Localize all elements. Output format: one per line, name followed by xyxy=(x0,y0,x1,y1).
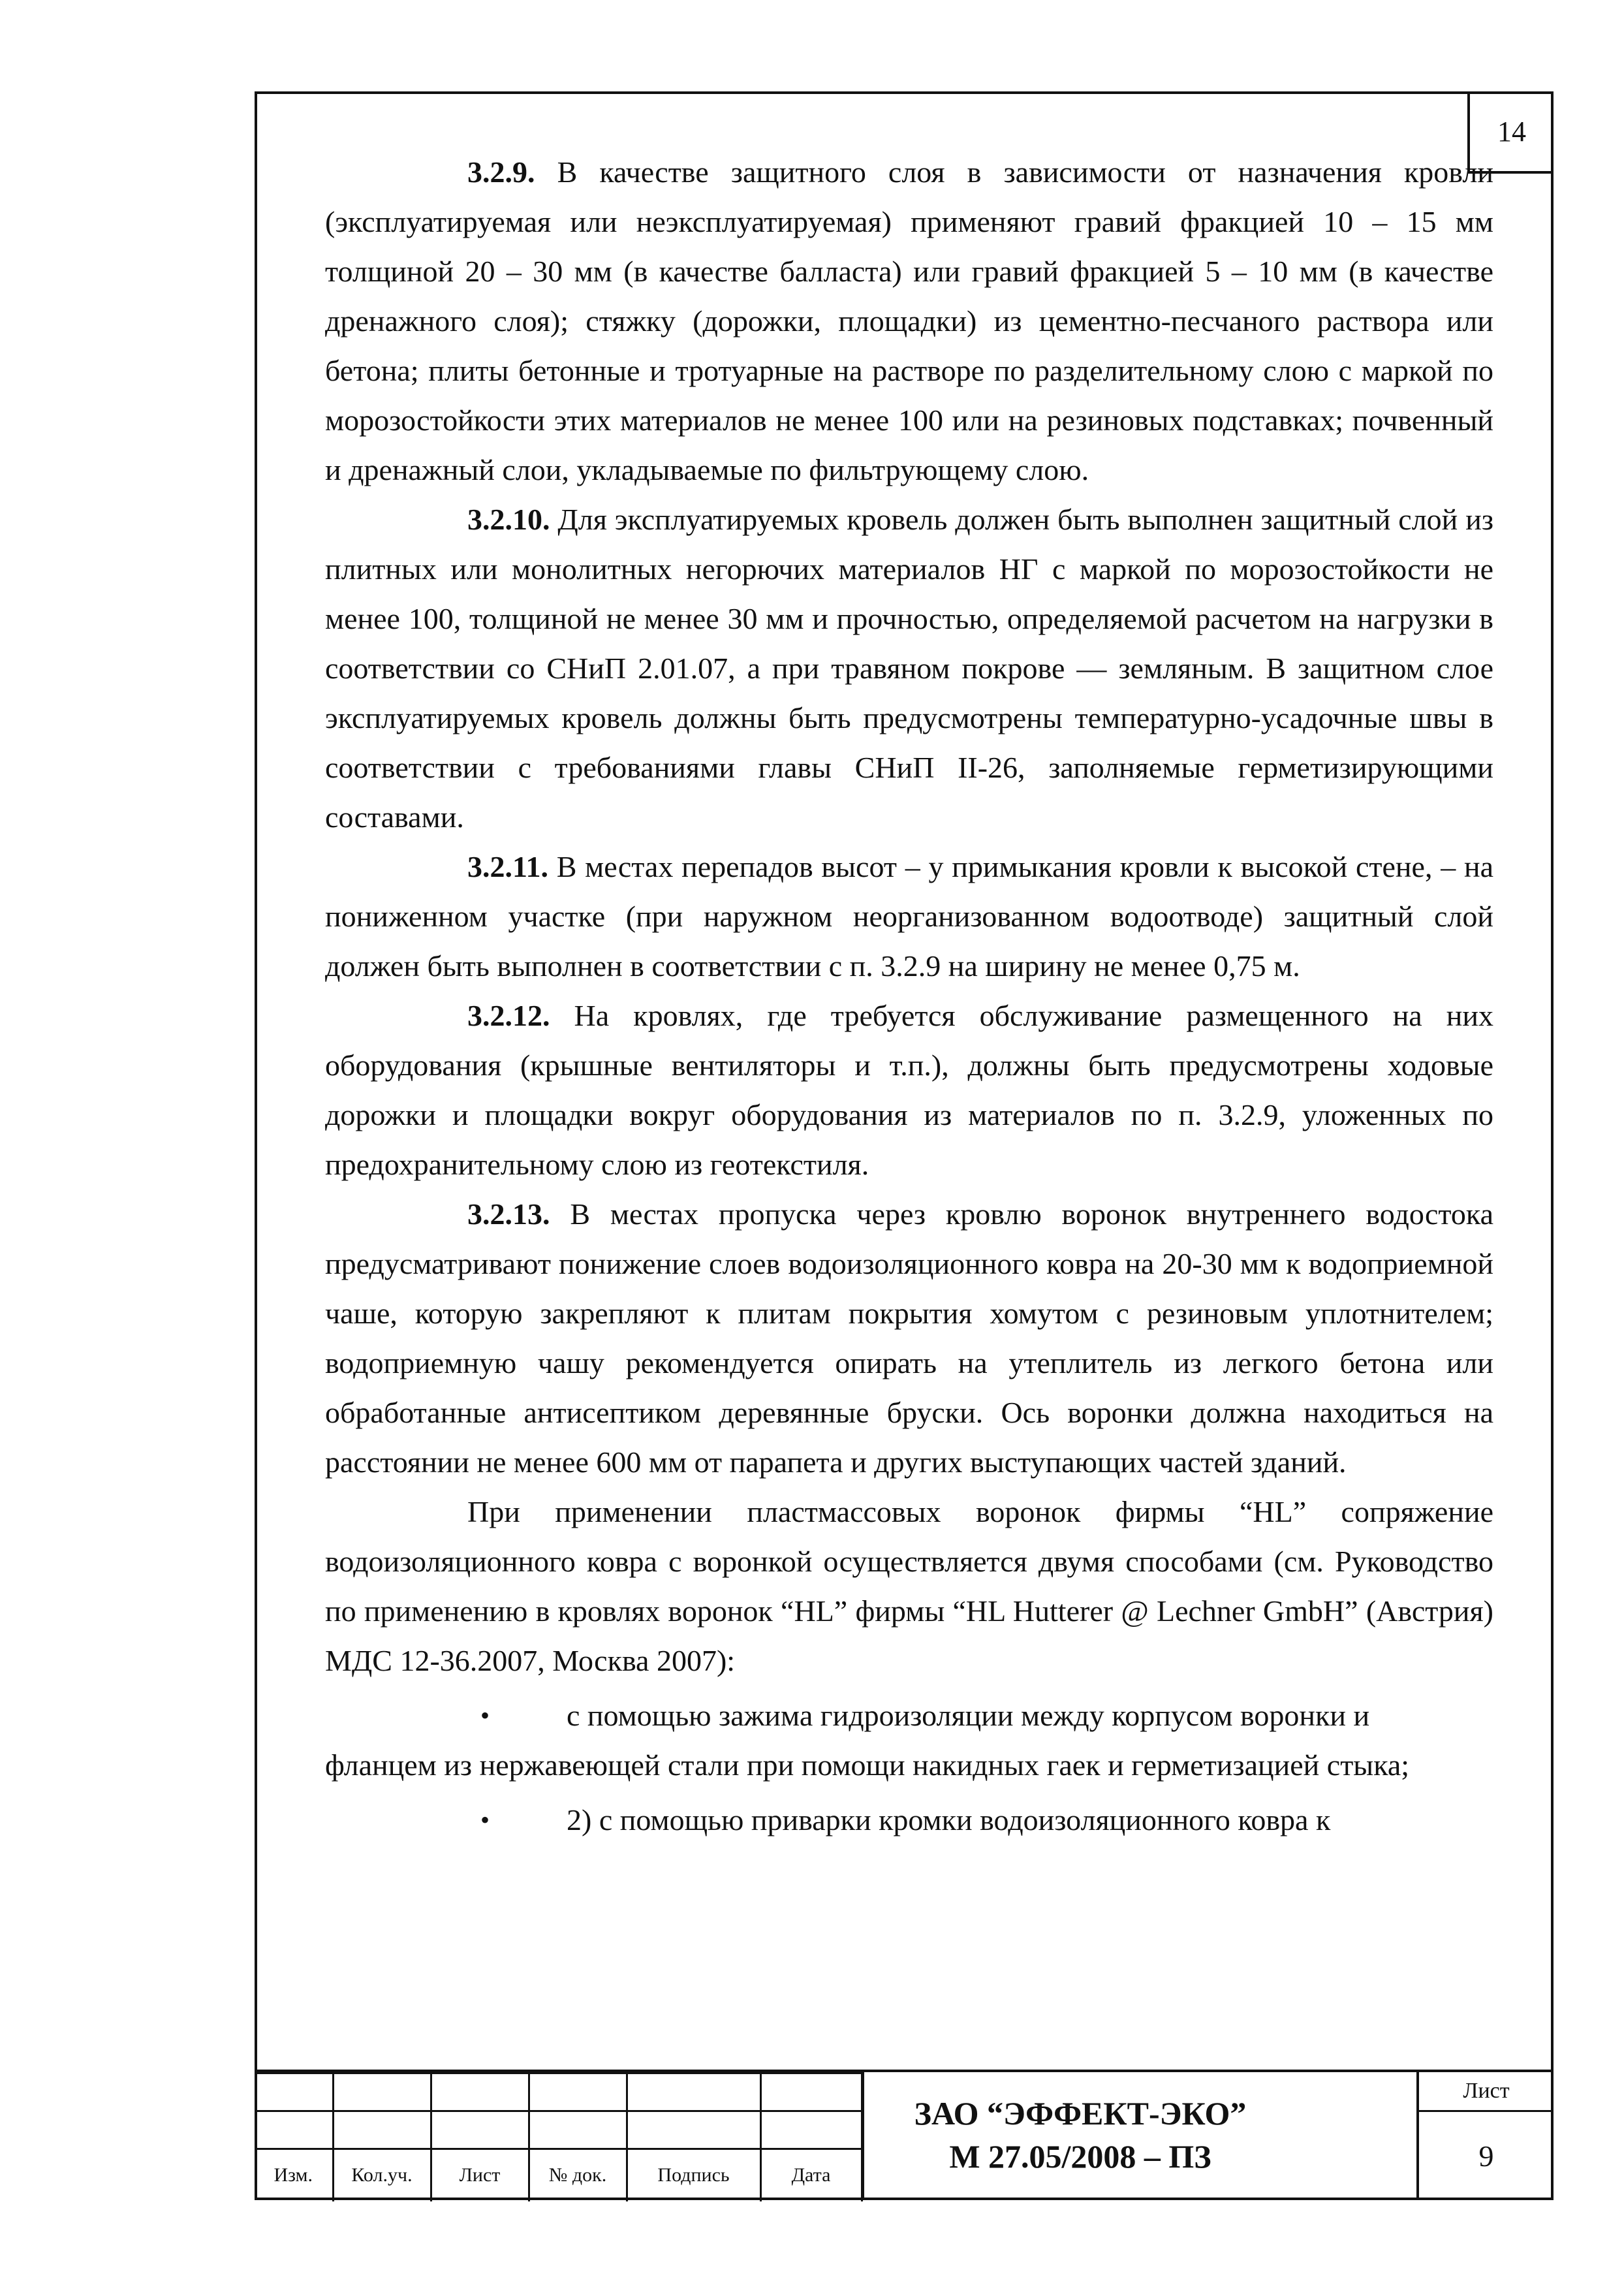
col-header-signature: Подпись xyxy=(627,2149,760,2201)
org-name: ЗАО “ЭФФЕКТ-ЭКО” xyxy=(914,2095,1247,2132)
clause-number: 3.2.9. xyxy=(467,155,535,189)
bullet-icon: • xyxy=(480,1701,490,1730)
paragraph-3-2-10 xyxy=(325,495,1493,842)
clause-number: 3.2.12. xyxy=(467,999,550,1032)
paragraph-3-2-12 xyxy=(325,991,1493,1190)
list-item-first-line: 2) с помощью приварки кромки водоизоляционного ковра к xyxy=(567,1803,1331,1836)
sheet-cell xyxy=(1416,2072,1554,2200)
col-header-list: Лист xyxy=(431,2149,529,2201)
clause-number: 3.2.11. xyxy=(467,850,548,883)
clause-text: В качестве защитного слоя в зависимости от назначения кровли (эксплуатируемая или неэксплуатируемая) применяют гравий фракцией 10 – 15 мм толщиной 20 – 30 мм (в качестве балласта) или гравий фракцией 5 – 10 мм (в качестве дренажного слоя); стяжку (дорожки, площадки) из цементно-песчаного раствора или бетона; плиты бетонные и тротуарные на растворе по разделительному слою с маркой по морозостойкости этих материалов не менее 100 или на резиновых подставках; почвенный и дренажный слои, укладываемые по фильтрующему слою. xyxy=(325,155,1493,486)
page-number: 14 xyxy=(1467,91,1554,174)
document-body xyxy=(325,148,1493,1845)
title-block xyxy=(255,2070,1554,2200)
clause-text: В местах перепадов высот – у примыкания кровли к высокой стене, – на пониженном участке (при наружном неорганизованном водоотводе) защитный слой должен быть выполнен в соответствии с п. 3.2.9 на ширину не менее 0,75 м. xyxy=(325,850,1493,983)
sheet-label: Лист xyxy=(1419,2072,1554,2112)
paragraph-3-2-13 xyxy=(325,1190,1493,1487)
list-item-continuation: фланцем из нержавеющей стали при помощи накидных гаек и герметизацией стыка; xyxy=(325,1748,1410,1782)
clause-number: 3.2.13. xyxy=(467,1197,550,1231)
clause-text: Для эксплуатируемых кровель должен быть выполнен защитный слой из плитных или монолитных негорючих материалов НГ с маркой по морозостойкости не менее 100, толщиной не менее 30 мм и прочностью, определяемой расчетом на нагрузки в соответствии со СНиП 2.01.07, а при травяном покрове — земляным. В защитном слое эксплуатируемых кровель должны быть предусмотрены температурно-усадочные швы в соответствии с требованиями главы СНиП II-26, заполняемые герметизирующими составами. xyxy=(325,503,1493,834)
bullet-icon: • xyxy=(480,1805,490,1835)
hl-funnel-paragraph: При применении пластмассовых воронок фирмы “HL” сопряжение водоизоляционного ковра с воронкой осуществляется двумя способами (см. Руководство по применению в кровлях воронок “HL” фирмы “HL Hutterer @ Lechner GmbH” (Австрия) МДС 12-36.2007, Москва 2007): xyxy=(325,1495,1493,1677)
clause-number: 3.2.10. xyxy=(467,503,550,536)
col-header-date: Дата xyxy=(760,2149,862,2201)
revision-table xyxy=(255,2072,863,2201)
org-block xyxy=(862,2092,1299,2178)
paragraph-3-2-11 xyxy=(325,842,1493,991)
list-item xyxy=(325,1691,1493,1790)
paragraph-3-2-9 xyxy=(325,148,1493,495)
doc-code: М 27.05/2008 – ПЗ xyxy=(949,2138,1211,2175)
list-item-first-line: с помощью зажима гидроизоляции между корпусом воронки и xyxy=(567,1699,1370,1732)
clause-text: На кровлях, где требуется обслуживание размещенного на них оборудования (крышные вентиляторы и т.п.), должны быть предусмотрены ходовые дорожки и площадки вокруг оборудования из материалов по п. 3.2.9, уложенных по предохранительному слою из геотекстиля. xyxy=(325,999,1493,1181)
list-item xyxy=(325,1795,1493,1845)
col-header-doc-no: № док. xyxy=(529,2149,627,2201)
col-header-kol-uch: Кол.уч. xyxy=(333,2149,431,2201)
col-header-izm: Изм. xyxy=(255,2149,333,2201)
sheet-number: 9 xyxy=(1478,2139,1494,2173)
clause-text: В местах пропуска через кровлю воронок внутреннего водостока предусматривают понижение слоев водоизоляционного ковра на 20-30 мм к водоприемной чаше, которую закрепляют к плитам покрытия хомутом с резиновым уплотнителем; водоприемную чашу рекомендуется опирать на утеплитель из легкого бетона или обработанные антисептиком деревянные бруски. Ось воронки должна находиться на расстоянии не менее 600 мм от парапета и других выступающих частей зданий. xyxy=(325,1197,1493,1479)
